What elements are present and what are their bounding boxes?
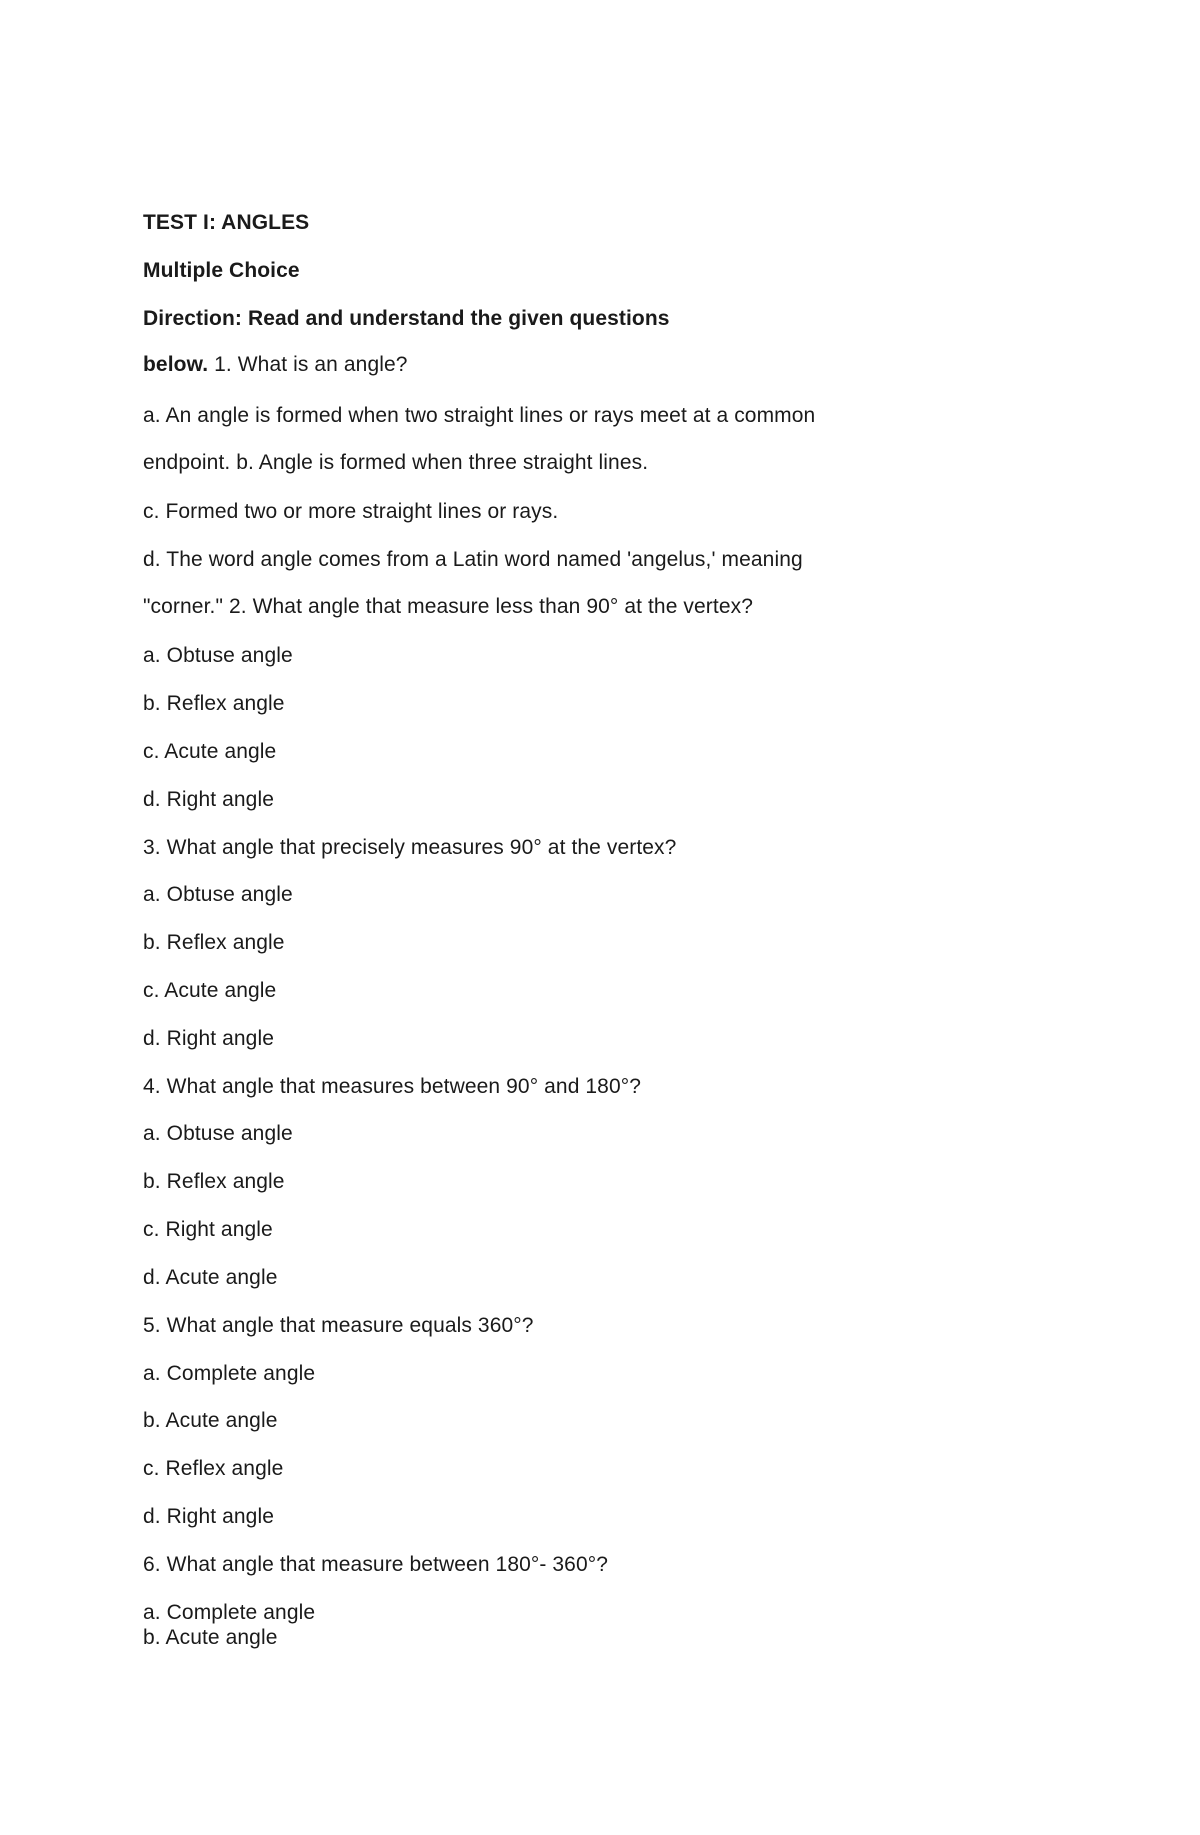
q5-option-d: d. Right angle	[143, 1505, 274, 1528]
q4-option-c: c. Right angle	[143, 1218, 273, 1241]
question-4: 4. What angle that measures between 90° and 180°?	[143, 1075, 642, 1098]
q4-option-d: d. Acute angle	[143, 1266, 278, 1289]
question-1: 1. What is an angle?	[208, 353, 408, 376]
q5-option-b: b. Acute angle	[143, 1409, 278, 1432]
test-title: TEST I: ANGLES	[143, 211, 310, 234]
question-6: 6. What angle that measure between 180°- 360°?	[143, 1553, 609, 1576]
question-3: 3. What angle that precisely measures 90° at the vertex?	[143, 836, 677, 859]
q2-option-a: a. Obtuse angle	[143, 644, 293, 667]
q3-option-c: c. Acute angle	[143, 979, 277, 1002]
q1-option-a-line2: endpoint. b. Angle is formed when three straight lines.	[143, 451, 649, 474]
q5-option-c: c. Reflex angle	[143, 1457, 284, 1480]
q1-option-d-line1: d. The word angle comes from a Latin word named 'angelus,' meaning	[143, 548, 803, 571]
q2-option-d: d. Right angle	[143, 788, 274, 811]
q1-option-d-line2: "corner." 2. What angle that measure less than 90° at the vertex?	[143, 595, 753, 618]
question-5: 5. What angle that measure equals 360°?	[143, 1314, 534, 1337]
q3-option-a: a. Obtuse angle	[143, 883, 293, 906]
direction-text: Direction: Read and understand the given questions	[143, 307, 670, 330]
q4-option-a: a. Obtuse angle	[143, 1122, 293, 1145]
q3-option-b: b. Reflex angle	[143, 931, 285, 954]
direction-continuation: below.	[143, 353, 209, 376]
q1-option-c: c. Formed two or more straight lines or rays.	[143, 500, 559, 523]
q2-option-b: b. Reflex angle	[143, 692, 285, 715]
q3-option-d: d. Right angle	[143, 1027, 274, 1050]
test-subtitle: Multiple Choice	[143, 259, 300, 282]
q6-option-b: b. Acute angle	[143, 1626, 278, 1649]
q1-option-a-line1: a. An angle is formed when two straight lines or rays meet at a common	[143, 404, 816, 427]
q5-option-a: a. Complete angle	[143, 1362, 316, 1385]
q6-option-a: a. Complete angle	[143, 1601, 316, 1624]
q4-option-b: b. Reflex angle	[143, 1170, 285, 1193]
direction-continuation-line	[143, 353, 408, 377]
document-page	[143, 0, 1143, 1835]
q2-option-c: c. Acute angle	[143, 740, 277, 763]
